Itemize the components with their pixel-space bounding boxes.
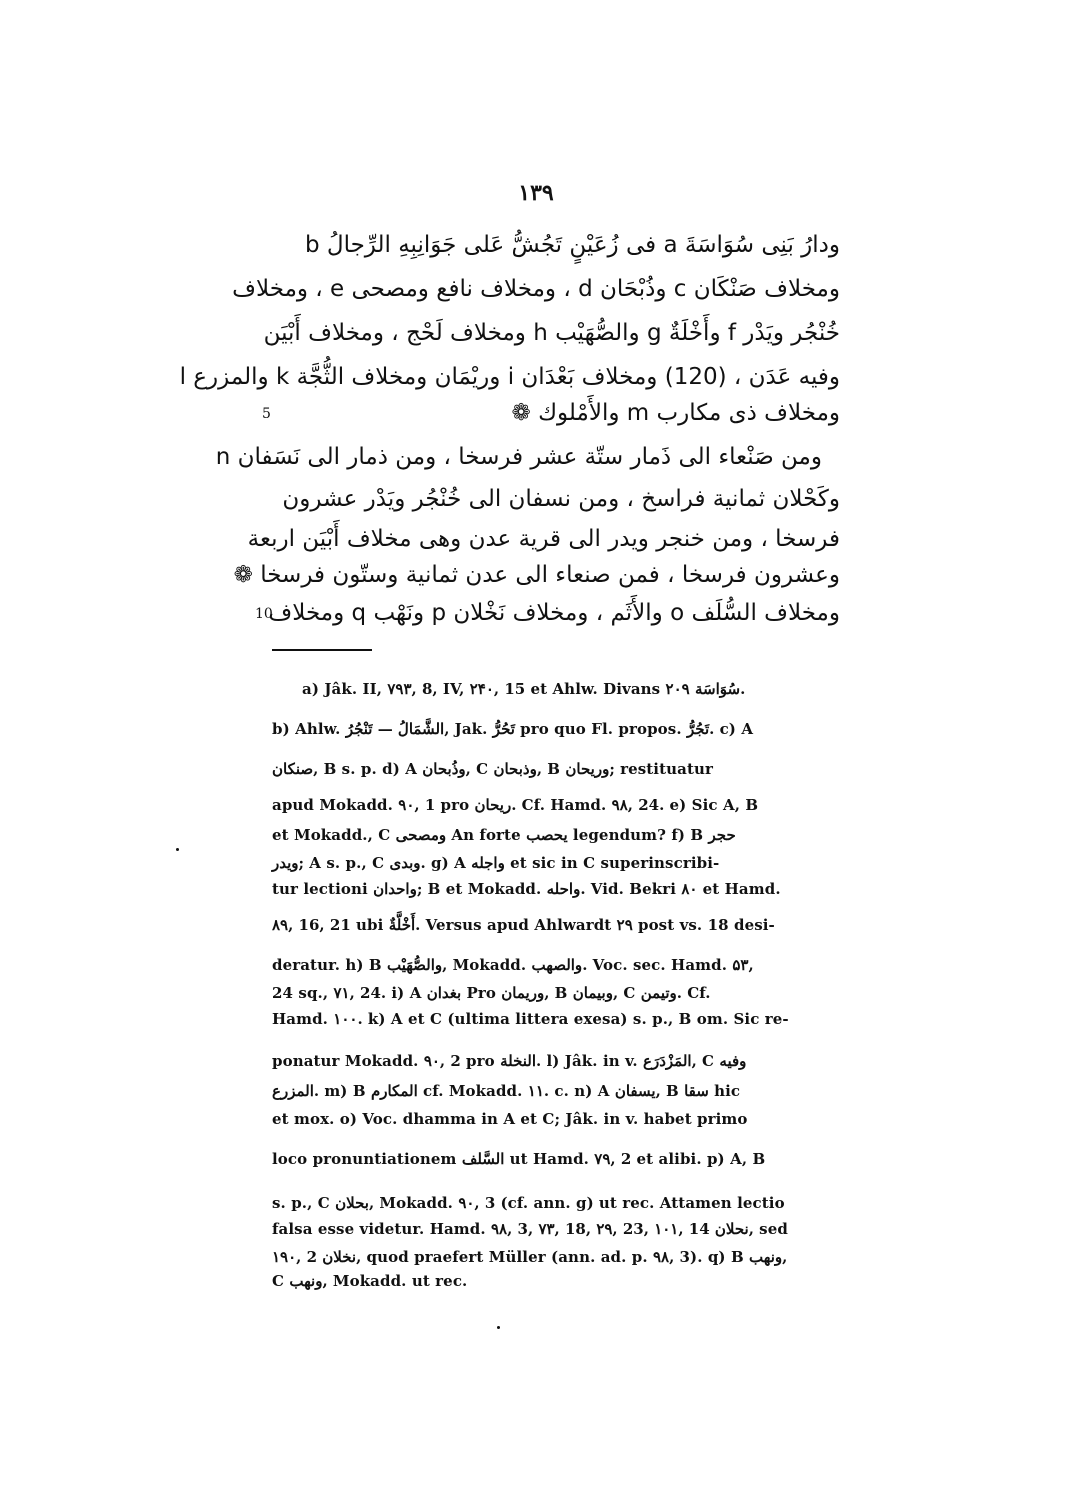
footnote-line: 24 sq., ۷۱, 24. i) A بغدان Pro وريمان, B وبيمان, C وتيمن. Cf. xyxy=(272,984,711,1002)
arabic-line-3: خُنْجُر ويَدْر f وأَخْلَةٌ g والصُّهَيْب h ومخلاف لَحْج ، ومخلاف أَبْيَن xyxy=(263,320,840,346)
line-number-10: 10 xyxy=(255,606,273,622)
footnote-line: et mox. o) Voc. dhamma in A et C; Jâk. in v. habet primo xyxy=(272,1110,748,1128)
footnote-line: المزرع. m) B المكارم cf. Mokadd. ۱۱. c. n) A يسفان, B سقا hic xyxy=(272,1082,741,1100)
footnote-line: C ونهب, Mokadd. ut rec. xyxy=(272,1272,468,1290)
footnote-line: apud Mokadd. ۹۰, 1 pro ريحان. Cf. Hamd. ۹۸, 24. e) Sic A, B xyxy=(272,796,759,814)
arabic-line-7: وكَحْلان ثمانية فراسخ ، ومن نسفان الى خُنْجُر ويَدْر عشرون xyxy=(282,486,840,512)
footnote-line: Hamd. ۱۰۰. k) A et C (ultima littera exesa) s. p., B om. Sic re- xyxy=(272,1010,789,1028)
footnote-separator xyxy=(272,649,372,651)
speck-mark xyxy=(176,848,179,851)
line-number-5: 5 xyxy=(262,406,271,422)
arabic-line-1: ودارُ بَنِى سُوَاسَةَ a فى زُعَيْنٍ تَجُشُّ عَلى جَوَانِبِهِ الرِّجالُ b xyxy=(304,232,840,258)
footnote-line: loco pronuntiationem السَّلف ut Hamd. ۷۹, 2 et alibi. p) A, B xyxy=(272,1150,766,1168)
footnote-line: ۸۹, 16, 21 ubi أَخْلَّةٌ. Versus apud Ahlwardt ۲۹ post vs. 18 desi- xyxy=(272,916,775,934)
footnote-line: صنكان, B s. p. d) A وذُبحان, C وذبحان, B وريحان; restituatur xyxy=(272,760,713,778)
footnote-line: a) Jâk. II, ۷۹۳, 8, IV, ۲۴۰, 15 et Ahlw. Divans ۲۰۹ سُوَاسَة. xyxy=(302,680,746,698)
arabic-line-5: ومخلاف ذى مكارب m والأَمْلوك ❁ xyxy=(511,400,840,426)
footnote-line: deratur. h) B والصُّهَيْب, Mokadd. والصهب. Voc. sec. Hamd. ۵۳, xyxy=(272,956,754,974)
footnote-line: et Mokadd., C ومصحى An forte يحصب legendum? f) B حجر xyxy=(272,826,736,844)
arabic-line-2: ومخلاف صَنْكَان c وذُبْحَان d ، ومخلاف نافع ومصحى e ، ومخلاف xyxy=(232,276,840,302)
footnote-line: s. p., C بحلان, Mokadd. ۹۰, 3 (cf. ann. g) ut rec. Attamen lectio xyxy=(272,1194,785,1212)
speck-mark xyxy=(497,1326,500,1329)
arabic-line-9: وعشرون فرسخا ، فمن صنعاء الى عدن ثمانية وستّون فرسخا ❁ xyxy=(233,562,840,588)
footnote-line: ويدر; A s. p., C وبدى. g) A واجله et sic in C superinscribi- xyxy=(272,854,720,872)
footnote-line: ۱۹۰, 2 نخلان, quod praefert Müller (ann. ad. p. ۹۸, 3). q) B ونهب, xyxy=(272,1248,788,1266)
footnote-line: b) Ahlw. الشَّمَالُ — تَنْجُرُ, Jak. تَحُرُّ pro quo Fl. propos. تَجُرُّ. c) A xyxy=(272,720,754,738)
arabic-line-8: فرسخا ، ومن خنجر ويدر الى قرية عدن وهى مخلاف أَبْيَن اربعة xyxy=(247,526,840,552)
arabic-line-4: وفيه عَدَن ، (120) ومخلاف بَعْدَان i وريْمَان ومخلاف الثُّجَّة k والمزرع l xyxy=(179,364,840,390)
footnote-line: ponatur Mokadd. ۹۰, 2 pro النخلة. l) Jâk. in v. المَزْدَرَع, C وفيه xyxy=(272,1052,747,1070)
footnote-line: tur lectioni واحدان; B et Mokadd. واحله. Vid. Bekri ۸۰ et Hamd. xyxy=(272,880,781,898)
page-number: ۱۳۹ xyxy=(518,180,554,206)
footnote-line: falsa esse videtur. Hamd. ۹۸, 3, ۷۳, 18, ۲۹, 23, ۱۰۱, 14 نحلان, sed xyxy=(272,1220,788,1238)
arabic-line-10: ومخلاف السُّلَف o والأَثَم ، ومخلاف نَخْلان p ونَهْب q ومخلاف xyxy=(268,600,840,626)
arabic-line-6: ومن صَنْعاء الى ذَمار ستّة عشر فرسخا ، ومن ذمار الى نَسَفان n xyxy=(215,444,822,470)
